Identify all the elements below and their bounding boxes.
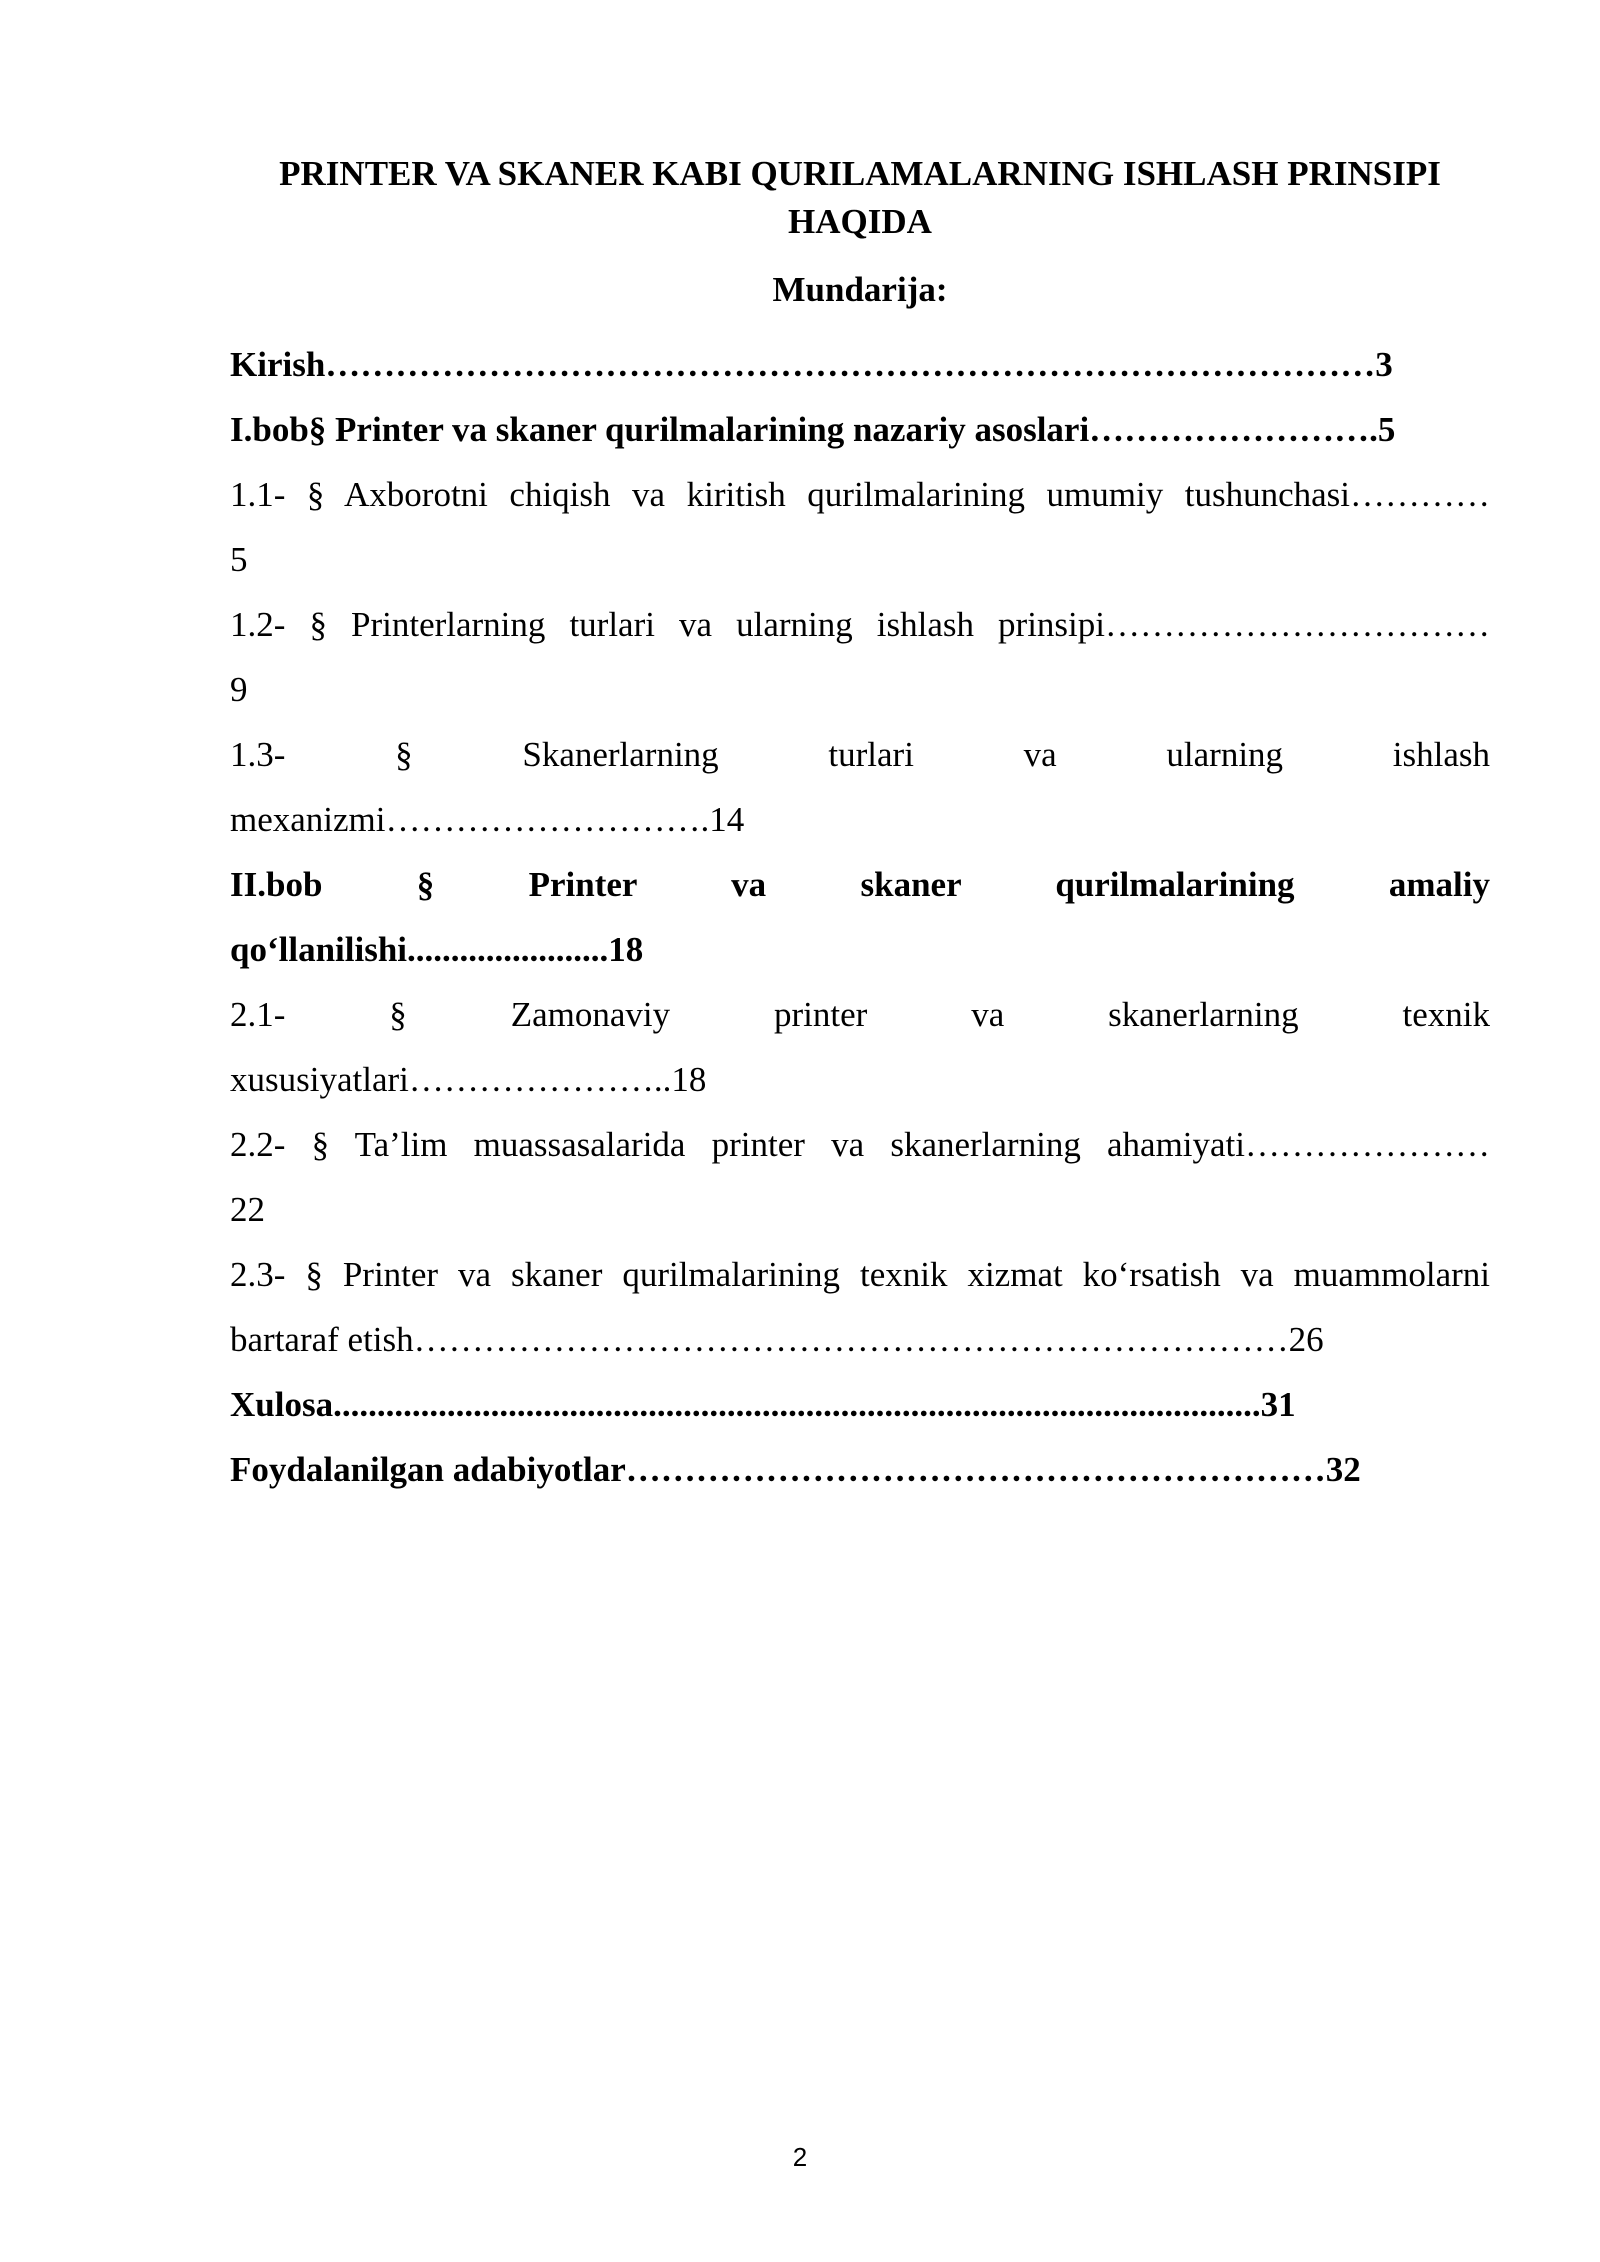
toc-heading: Mundarija: (772, 270, 948, 309)
toc-entry-adabiyotlar (230, 1437, 1490, 1502)
toc-entry-kirish (230, 332, 1490, 397)
toc-entry-label-continued: mexanizmi……………………….14 (230, 800, 745, 839)
toc-entry-section-2-1 (230, 982, 1490, 1112)
toc-entry-section-2-3 (230, 1242, 1490, 1372)
toc-entry-chapter-2 (230, 852, 1490, 982)
toc-entry-label: 1.1- § Axborotni chiqish va kiritish qurilmalarining umumiy tushunchasi………… (230, 475, 1490, 514)
toc-entry-section-1-1 (230, 462, 1490, 592)
toc-entry-label: 2.1- § Zamonaviy printer va skanerlarning texnik (230, 995, 1490, 1034)
toc-entry-label-continued: bartaraf etish…………………………………………………………………26 (230, 1320, 1324, 1359)
toc-entry-section-2-2 (230, 1112, 1490, 1242)
toc-entry-label: 2.3- § Printer va skaner qurilmalarining texnik xizmat ko‘rsatish va muammolarni (230, 1255, 1490, 1294)
toc-entry-chapter-1 (230, 397, 1490, 462)
toc-entry-label: I.bob§ Printer va skaner qurilmalarining nazariy asoslari…………………….5 (230, 410, 1396, 449)
toc-entry-label: Foydalanilgan adabiyotlar……………………………………………………32 (230, 1450, 1361, 1489)
toc-entry-label: II.bob § Printer va skaner qurilmalarining amaliy (230, 865, 1490, 904)
toc-entry-label: 1.3- § Skanerlarning turlari va ularning ishlash (230, 735, 1490, 774)
toc-entry-xulosa (230, 1372, 1490, 1437)
toc-entry-page: 9 (230, 670, 248, 709)
toc-entry-label: Kirish………………………………………………………………………………3 (230, 345, 1393, 384)
toc-entry-label-continued: qo‘llanilishi.......................18 (230, 930, 644, 969)
toc-entry-page: 5 (230, 540, 248, 579)
document-title: PRINTER VA SKANER KABI QURILAMALARNING ISHLASH PRINSIPI HAQIDA (279, 154, 1441, 241)
toc-entry-section-1-2 (230, 592, 1490, 722)
toc-entry-page: 22 (230, 1190, 265, 1229)
toc-entry-label-continued: xususiyatlari…………………..18 (230, 1060, 707, 1099)
table-of-contents (230, 332, 1490, 1502)
toc-entry-label: 2.2- § Ta’lim muassasalarida printer va skanerlarning ahamiyati………………… (230, 1125, 1490, 1164)
page-number: 2 (792, 2142, 808, 2172)
toc-entry-label: Xulosa..........................................................................................................31 (230, 1385, 1296, 1424)
toc-entry-label: 1.2- § Printerlarning turlari va ularning ishlash prinsipi…………………………… (230, 605, 1490, 644)
page-content (230, 150, 1490, 1502)
toc-entry-section-1-3 (230, 722, 1490, 852)
